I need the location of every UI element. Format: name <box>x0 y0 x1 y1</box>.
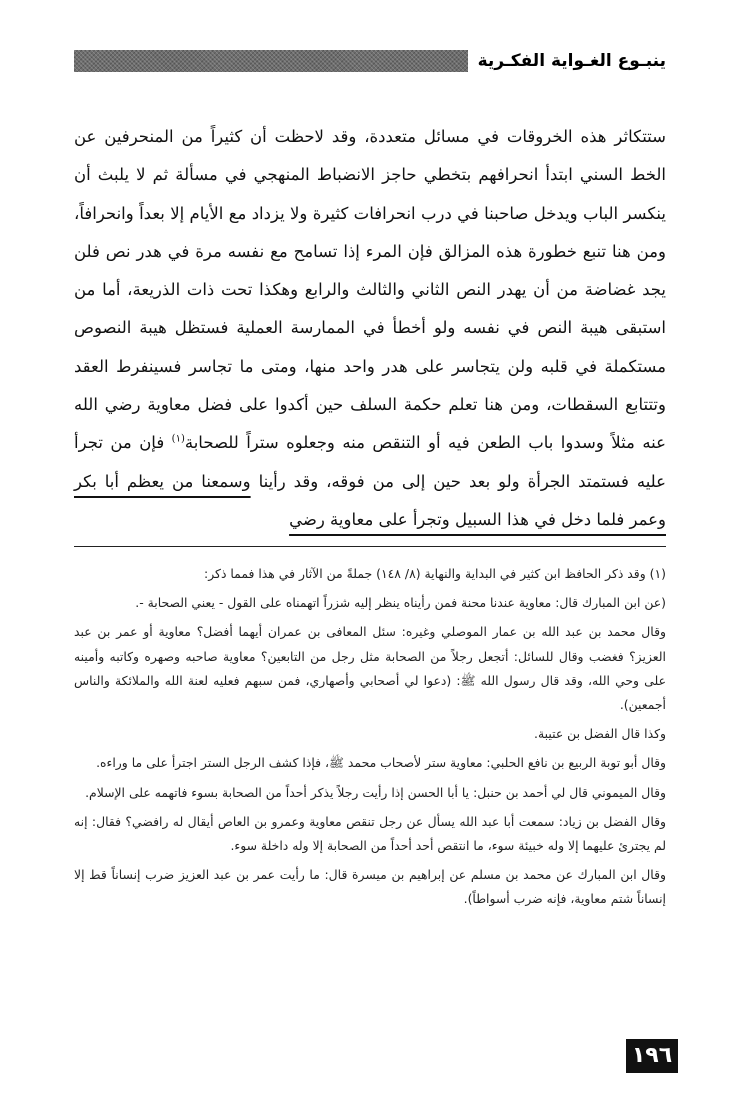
footnote-line: (عن ابن المبارك قال: معاوية عندنا محنة فمن رأيناه ينظر إليه شزراً اتهمناه على القول - يعني الصحابة -. <box>135 595 666 611</box>
header-decorative-bar <box>74 50 468 72</box>
underlined-text: وسمعنا من يعظم أبا بكر وعمر فلما دخل في هذا السبيل وتجرأ على معاوية رضي <box>74 471 666 529</box>
footnote-separator <box>74 546 666 547</box>
footnote-line: وقال محمد بن عبد الله بن عمار الموصلي وغيره: سئل المعافى بن عمران أيهما أفضل؟ معاوية أو عمر بن عبد العزيز؟ فغضب وقال للسائل: أتجعل رجلاً من الصحابة مثل رجل من التابعين؟ معاوية صاحبه وصهره وكاتبه وأمينه على وحي الله، وقد قال رسول الله ﷺ: (دعوا لي أصحابي وأصهاري، فمن سبهم فعليه لعنة الله والملائكة والناس أجمعين). <box>74 624 666 713</box>
main-text: ستتكاثر هذه الخروقات في مسائل متعددة، وقد لاحظت أن كثيراً من المنحرفين عن الخط السني ابتدأ انحرافهم بتخطي حاجز الانضباط المنهجي في مسألة ثم لا يلبث أن ينكسر الباب ويدخل صاحبنا في درب انحرافات كثيرة ولا يزداد مع الأيام إلا بعداً وانحرافاً، ومن هنا تنبع خطورة هذه المزالق فإن المرء إذا تسامح مع نفسه مرة في هدر نص فلن يجد غضاضة من أن يهدر النص الثاني والثالث والرابع وهكذا تحت ذات الذريعة، أما من استبقى هيبة النص في نفسه ولو أخطأ في الممارسة العملية فستظل هيبة النصوص مستكملة في قلبه ولن يتجاسر على هدر واحد منها، ومتى ما تجاسر فسينفرط العقد وتتتابع السقطات، ومن هنا تعلم حكمة السلف حين أكدوا على فضل معاوية رضي الله عنه مثلاً وسدوا باب الطعن فيه أو التنقص منه وجعلوه ستراً للصحابة <box>74 127 666 453</box>
main-text-continuation: فإن من تجرأ عليه فستمتد الجرأة ولو بعد حين إلى من فوقه، وقد رأينا <box>74 433 666 491</box>
running-header <box>74 48 666 74</box>
footnote-marker[interactable]: (١) <box>171 433 185 445</box>
footnotes-section <box>74 562 666 912</box>
header-title: ينبـوع الغـواية الفكـرية <box>477 51 666 71</box>
footnote-line: وقال الميموني قال لي أحمد بن حنبل: يا أبا الحسن إذا رأيت رجلاً يذكر أحداً من الصحابة بسوء فاتهمه على الإسلام. <box>85 784 666 800</box>
footnote-line: وقال أبو توبة الربيع بن نافع الحلبي: معاوية ستر لأصحاب محمد ﷺ، فإذا كشف الرجل الستر اجترأ على ما وراءه. <box>96 755 666 771</box>
main-paragraph <box>74 118 666 539</box>
footnote-line: وقال الفضل بن زياد: سمعت أبا عبد الله يسأل عن رجل تنقص معاوية وعمرو بن العاص أيقال له رافضي؟ فقال: إنه لم يجترئ عليهما إلا وله خبيئة سوء، ما انتقص أحد أحداً من الصحابة إلا وله داخلة سوء. <box>74 813 666 854</box>
footnote-line: وقال ابن المبارك عن محمد بن مسلم عن إبراهيم بن ميسرة قال: ما رأيت عمر بن عبد العزيز ضرب إنساناً قط إلا إنساناً شتم معاوية، فإنه ضرب أسواطاً). <box>74 867 666 907</box>
page-number: ١٩٦ <box>626 1039 678 1073</box>
footnote-line: وكذا قال الفضل بن عتيبة. <box>534 726 666 742</box>
footnote-line: (١) وقد ذكر الحافظ ابن كثير في البداية والنهاية (٨/ ١٤٨) جملةً من الآثار في هذا فمما ذكر: <box>204 566 666 581</box>
